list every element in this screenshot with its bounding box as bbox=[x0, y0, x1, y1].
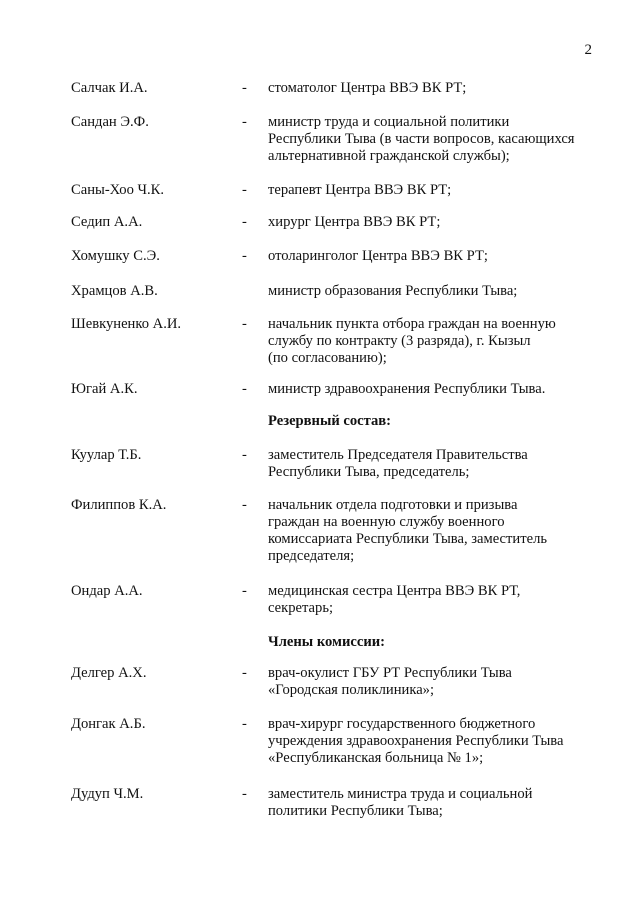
members-heading: Члены комиссии: bbox=[268, 634, 386, 650]
position-line: политики Республики Тыва; bbox=[268, 803, 443, 819]
position-line: заместитель министра труда и социальной bbox=[268, 786, 533, 802]
member-name: Храмцов А.В. bbox=[71, 283, 158, 299]
member-name: Куулар Т.Б. bbox=[71, 447, 142, 463]
separator-dash: - bbox=[242, 248, 247, 264]
member-name: Хомушку С.Э. bbox=[71, 248, 160, 264]
position-line: Республики Тыва, председатель; bbox=[268, 464, 470, 480]
member-position bbox=[268, 583, 598, 617]
position-line: врач-хирург государственного бюджетного bbox=[268, 716, 536, 732]
member-position bbox=[268, 665, 598, 699]
member-name: Делгер А.Х. bbox=[71, 665, 147, 681]
position-line: хирург Центра ВВЭ ВК РТ; bbox=[268, 214, 441, 230]
position-line: министр труда и социальной политики bbox=[268, 114, 510, 130]
separator-dash: - bbox=[242, 214, 247, 230]
position-line: Республики Тыва (в части вопросов, касающихся bbox=[268, 131, 575, 147]
member-position bbox=[268, 114, 598, 165]
separator-dash: - bbox=[242, 583, 247, 599]
separator-dash: - bbox=[242, 114, 247, 130]
separator-dash: - bbox=[242, 786, 247, 802]
member-name: Филиппов К.А. bbox=[71, 497, 167, 513]
position-line: «Городская поликлиника»; bbox=[268, 682, 435, 698]
member-name: Салчак И.А. bbox=[71, 80, 148, 96]
position-line: медицинская сестра Центра ВВЭ ВК РТ, bbox=[268, 583, 521, 599]
member-name: Донгак А.Б. bbox=[71, 716, 146, 732]
member-position bbox=[268, 381, 598, 398]
separator-dash: - bbox=[242, 497, 247, 513]
position-line: учреждения здравоохранения Республики Тыва bbox=[268, 733, 564, 749]
member-position bbox=[268, 447, 598, 481]
position-line: альтернативной гражданской службы); bbox=[268, 148, 510, 164]
separator-dash: - bbox=[242, 716, 247, 732]
member-position bbox=[268, 248, 598, 265]
position-line: «Республиканская больница № 1»; bbox=[268, 750, 484, 766]
member-position bbox=[268, 786, 598, 820]
position-line: начальник пункта отбора граждан на военную bbox=[268, 316, 556, 332]
separator-dash: - bbox=[242, 447, 247, 463]
position-line: службу по контракту (3 разряда), г. Кызыл bbox=[268, 333, 531, 349]
member-name: Ондар А.А. bbox=[71, 583, 143, 599]
position-line: заместитель Председателя Правительства bbox=[268, 447, 528, 463]
member-position bbox=[268, 497, 598, 565]
member-position bbox=[268, 80, 598, 97]
member-position bbox=[268, 316, 598, 367]
member-position bbox=[268, 716, 598, 767]
member-name: Сандан Э.Ф. bbox=[71, 114, 149, 130]
position-line: граждан на военную службу военного bbox=[268, 514, 505, 530]
separator-dash: - bbox=[242, 80, 247, 96]
position-line: врач-окулист ГБУ РТ Республики Тыва bbox=[268, 665, 512, 681]
position-line: отоларинголог Центра ВВЭ ВК РТ; bbox=[268, 248, 488, 264]
separator-dash: - bbox=[242, 316, 247, 332]
member-name: Шевкуненко А.И. bbox=[71, 316, 182, 332]
member-position bbox=[268, 214, 598, 231]
member-name: Дудуп Ч.М. bbox=[71, 786, 144, 802]
member-name: Саны-Хоо Ч.К. bbox=[71, 182, 165, 198]
separator-dash: - bbox=[242, 182, 247, 198]
member-position bbox=[268, 283, 598, 300]
member-name: Югай А.К. bbox=[71, 381, 138, 397]
position-line: комиссариата Республики Тыва, заместитель bbox=[268, 531, 548, 547]
member-position bbox=[268, 182, 598, 199]
reserve-heading: Резервный состав: bbox=[268, 413, 392, 429]
position-line: начальник отдела подготовки и призыва bbox=[268, 497, 518, 513]
position-line: (по согласованию); bbox=[268, 350, 387, 366]
member-name: Седип А.А. bbox=[71, 214, 143, 230]
separator-dash: - bbox=[242, 665, 247, 681]
position-line: терапевт Центра ВВЭ ВК РТ; bbox=[268, 182, 452, 198]
position-line: председателя; bbox=[268, 548, 355, 564]
position-line: министр здравоохранения Республики Тыва. bbox=[268, 381, 546, 397]
page-number: 2 bbox=[584, 42, 592, 58]
position-line: секретарь; bbox=[268, 600, 334, 616]
position-line: министр образования Республики Тыва; bbox=[268, 283, 518, 299]
separator-dash: - bbox=[242, 381, 247, 397]
position-line: стоматолог Центра ВВЭ ВК РТ; bbox=[268, 80, 467, 96]
